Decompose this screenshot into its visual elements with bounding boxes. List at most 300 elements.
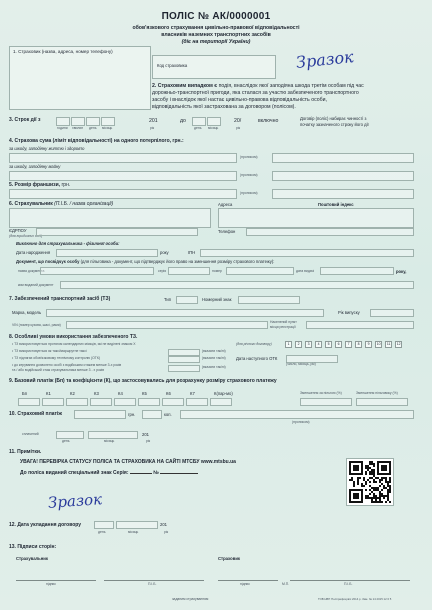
month-cell[interactable]: 11 <box>386 342 391 346</box>
coefficient-label: К6 <box>166 391 171 396</box>
coefficient-field[interactable] <box>210 398 232 406</box>
footer-left: заданим страхуванням <box>172 597 209 601</box>
sum-life-words: (прописом) <box>240 155 258 159</box>
month-cell[interactable]: 8 <box>355 341 362 348</box>
phone-field[interactable] <box>246 228 414 236</box>
term-to-month[interactable] <box>207 117 221 126</box>
policyholder-sign-hint: підпис <box>46 582 56 586</box>
insurer-code-box <box>152 55 276 79</box>
qr-module <box>371 487 373 489</box>
qr-code-image <box>347 459 393 505</box>
qr-module <box>381 477 383 479</box>
qr-module <box>367 467 369 469</box>
qr-module <box>385 487 387 489</box>
experience-field[interactable] <box>168 365 200 372</box>
next-otk-label: Дата наступного ОТК <box>236 356 278 361</box>
qr-module <box>375 477 377 479</box>
premium-words-field[interactable] <box>180 410 414 419</box>
vehicle-year-label: Рік випуску <box>338 310 360 315</box>
term-from-day[interactable] <box>86 117 100 126</box>
postal-index-label: Поштовий індекс <box>318 202 354 207</box>
policyholder-name-field[interactable] <box>9 208 211 228</box>
notes-label: 11. Примітки. <box>9 449 42 455</box>
experience-label-1: • до керування дозволено особі з водійським стажем менше 3-х років <box>12 363 122 367</box>
qr-module <box>375 487 377 489</box>
paid-sub-day: день <box>62 439 70 443</box>
qr-module <box>379 493 381 495</box>
qr-module <box>369 485 371 487</box>
qr-module <box>353 485 355 487</box>
vehicle-vin-label: VIN (номер кузова, шасі, рами) <box>12 323 61 327</box>
qr-module <box>373 463 375 465</box>
footer-printer: ТОВ НВП Поліграфсервіс 2014 р. Зам. № 14 2015 12 0 5 <box>318 597 392 601</box>
qr-module <box>371 497 373 499</box>
qr-module <box>363 479 365 481</box>
insured-event-text-4: відповідальність якої застрахована за договором (полісом). <box>152 104 296 110</box>
term-label: 3. Строк дії з <box>9 117 41 123</box>
qr-module <box>375 497 377 499</box>
otk-field[interactable] <box>168 356 200 363</box>
month-cell[interactable]: 6 <box>335 341 342 348</box>
qr-module <box>353 483 355 485</box>
qr-module <box>387 493 389 495</box>
taxi-yes-no: (вказати так/ні) <box>202 349 226 353</box>
qr-module <box>371 473 373 475</box>
coefficient-field[interactable] <box>186 398 208 406</box>
id-document-label: Документ, що посвідчує особу (для пільговика - документ, що підтверджує його право на зменшення розміру страхового платежу): <box>16 259 275 264</box>
qr-module <box>365 483 367 485</box>
qr-module <box>369 493 371 495</box>
premium-label: 10. Страховий платіж <box>9 411 62 417</box>
vehicle-label: 7. Забезпечений транспортний засіб (ТЗ) <box>9 296 111 302</box>
vehicle-reg-field[interactable] <box>238 296 300 304</box>
address-label: Адреса <box>218 202 233 207</box>
qr-module <box>349 479 351 481</box>
doc-issuer-field[interactable] <box>60 281 414 289</box>
qr-module <box>373 489 375 491</box>
month-cell[interactable]: 12 <box>396 342 401 346</box>
qr-module <box>389 479 391 481</box>
policyholder-sign-line <box>16 580 96 581</box>
vehicle-vin-field[interactable] <box>66 321 268 329</box>
sum-insured-label: 4. Страхова сума (ліміт відповідальності) на одного потерпілого, грн.: <box>9 138 184 144</box>
experience-yes-no: (вказати так/ні) <box>202 365 226 369</box>
qr-module <box>375 495 377 497</box>
insurer-signature-label: Страховик <box>218 556 240 561</box>
insurer-code-label: Код страховика <box>157 63 188 68</box>
term-to-year: 20/ <box>234 118 242 124</box>
insurer-sign-line <box>218 580 278 581</box>
coefficient-label: К3 <box>94 391 99 396</box>
month-cell[interactable]: 1 <box>285 341 292 348</box>
deductible-label: 5. Розмір франшизи, грн. <box>9 182 71 188</box>
qr-module <box>389 481 391 483</box>
qr-module <box>369 467 371 469</box>
coefficient-label: К4 <box>118 391 123 396</box>
insurer-sign-hint: підпис <box>240 582 250 586</box>
qr-module <box>377 501 379 503</box>
qr-module <box>389 477 391 479</box>
insured-event-text-1: 2. Страховим випадком є подія, внаслідок якої заподіяна шкода третім особам під час <box>152 83 364 89</box>
sum-life-words-field[interactable] <box>272 153 414 163</box>
qr-module <box>351 479 353 481</box>
qr-module <box>373 469 375 471</box>
term-sub-day-2: день <box>194 126 202 130</box>
birth-date-label: Дата народження <box>16 250 51 255</box>
qr-module <box>389 491 391 493</box>
qr-module <box>383 487 385 489</box>
term-sub-year: рік <box>150 126 155 130</box>
qr-module <box>379 479 381 481</box>
insurer-name-line <box>290 580 410 581</box>
sum-property-field[interactable] <box>9 171 237 181</box>
mtsbu-warning: УВАГА! ПЕРЕВІРКА СТАТУСУ ПОЛІСА ТА СТРАХОВИКА НА САЙТІ МТСБУ www.mtsbu.ua <box>20 459 236 465</box>
qr-module <box>381 479 383 481</box>
qr-module <box>365 495 367 497</box>
qr-module <box>371 501 373 503</box>
paid-month-field[interactable] <box>88 431 138 439</box>
term-sub-month: місяць <box>102 126 113 130</box>
doc-name-field[interactable] <box>40 267 154 275</box>
qr-module <box>377 477 379 479</box>
qr-module <box>369 497 371 499</box>
contract-year: 201 <box>160 522 167 527</box>
qr-module <box>383 485 385 487</box>
contract-day-field[interactable] <box>94 521 114 529</box>
qr-module <box>387 485 389 487</box>
premium-kop-label: коп. <box>164 412 172 417</box>
term-inclusive: включно <box>258 118 279 124</box>
edrpou-field[interactable] <box>36 228 198 236</box>
policyholder-signature-label: Страхувальник <box>16 556 48 561</box>
qr-module <box>369 463 371 465</box>
doc-issued-label: дата видачі <box>296 269 315 273</box>
coefficient-field[interactable] <box>162 398 184 406</box>
next-otk-hint: (число, місяць, рік) <box>286 362 316 366</box>
month-cell[interactable]: 3 <box>305 341 312 348</box>
doc-series-field[interactable] <box>168 267 210 275</box>
month-cell[interactable]: 4 <box>315 341 322 348</box>
discount-label-2: Зменшення пільговику (%) <box>356 391 398 395</box>
term-from-minute[interactable] <box>71 117 85 126</box>
ipn-label: ІПН <box>188 250 196 255</box>
qr-module <box>381 465 387 471</box>
qr-module <box>359 477 361 479</box>
qr-module <box>385 479 387 481</box>
qr-module <box>383 497 385 499</box>
coefficient-label: К(пар-мо) <box>214 391 233 396</box>
qr-module <box>379 481 381 483</box>
premium-words-hint: (прописом) <box>292 420 310 424</box>
qr-module <box>379 499 381 501</box>
sum-property-words-field[interactable] <box>272 171 414 181</box>
qr-module <box>375 481 377 483</box>
vehicle-city-label-2: місця реєстрації <box>270 325 296 329</box>
qr-module <box>363 477 365 479</box>
term-from-month[interactable] <box>101 117 115 126</box>
qr-module <box>381 495 383 497</box>
contract-sub-month: місяць <box>128 530 139 534</box>
term-sub-year-2: рік <box>236 126 241 130</box>
special-sign-label: До поліса виданий спеціальний знак Серія: № <box>20 471 198 476</box>
sum-life-label: за шкоду, заподіяну життю і здоров'ю <box>9 146 85 151</box>
qr-module <box>389 489 391 491</box>
sample-stamp-bottom: Зразок <box>47 490 103 512</box>
qr-module <box>379 501 381 503</box>
qr-module <box>357 483 359 485</box>
qr-module <box>369 461 371 463</box>
special-conditions-label: 8. Особливі умови використання забезпеченого ТЗ. <box>9 334 138 340</box>
qr-module <box>373 497 375 499</box>
coefficient-field[interactable] <box>66 398 88 406</box>
qr-module <box>373 501 375 503</box>
stamp-place: М.П. <box>282 582 290 586</box>
insurer-name-hint: П.І.Б. <box>344 582 353 586</box>
premium-uah-label: грн. <box>128 412 136 417</box>
qr-module <box>367 479 369 481</box>
birth-date-field[interactable] <box>56 249 158 257</box>
month-cell[interactable]: 9 <box>365 341 372 348</box>
qr-module <box>365 465 367 467</box>
term-to-label: до <box>180 118 186 124</box>
qr-module <box>381 489 383 491</box>
doc-name-label: назва документа <box>18 269 45 273</box>
qr-module <box>369 477 371 479</box>
insured-event-text-3: засобу і внаслідок якої настає цивільно-правова відповідальність особи, <box>152 97 327 103</box>
qr-module <box>387 491 389 493</box>
premium-kop-field[interactable] <box>142 410 162 419</box>
term-to-day[interactable] <box>192 117 206 126</box>
qr-module <box>371 469 373 471</box>
qr-module <box>375 501 377 503</box>
sample-stamp-top: Зразок <box>295 47 355 72</box>
coefficient-field[interactable] <box>18 398 40 406</box>
qr-module <box>387 483 389 485</box>
taxi-label: • ТЗ використовується як таксі/маршрутне таксі <box>12 349 87 353</box>
qr-module <box>381 483 383 485</box>
qr-module <box>373 465 375 467</box>
months-row-hint: (для річного договору) <box>236 342 272 346</box>
contract-date-label: 12. Дата укладання договору <box>9 522 82 528</box>
qr-code <box>346 458 394 506</box>
edrpou-label: ЄДРПОУ <box>9 228 27 233</box>
qr-module <box>379 485 381 487</box>
coefficient-field[interactable] <box>90 398 112 406</box>
doc-series-label: серія <box>158 269 167 273</box>
ipn-field[interactable] <box>200 249 414 257</box>
qr-module <box>389 487 391 489</box>
month-cell[interactable]: 2 <box>295 341 302 348</box>
qr-module <box>383 477 385 479</box>
experience-label-2: та / або водійський стаж страхувальника менше 3 - х років <box>12 368 105 372</box>
qr-module <box>385 501 387 503</box>
qr-module <box>369 471 371 473</box>
policyholder-name-hint: П.І.Б. <box>148 582 157 586</box>
qr-module <box>367 465 369 467</box>
paid-sub-year: рік <box>146 439 151 443</box>
doc-year-label: року, <box>396 269 407 274</box>
qr-module <box>357 477 359 479</box>
qr-module <box>381 501 383 503</box>
coefficient-field[interactable] <box>114 398 136 406</box>
qr-module <box>365 481 367 483</box>
qr-module <box>373 495 375 497</box>
qr-module <box>369 473 371 475</box>
qr-module <box>351 477 353 479</box>
policy-subtitle-1: обов'язкового страхування цивільно-правової відповідальності <box>132 25 300 31</box>
vehicle-type-field[interactable] <box>176 296 198 304</box>
coefficient-label: К1 <box>46 391 51 396</box>
doc-issued-field[interactable] <box>320 267 394 275</box>
sum-property-label: за шкоду, заподіяну майну <box>9 164 61 169</box>
contract-sub-year: рік <box>164 530 169 534</box>
vehicle-type-label: Тип <box>164 297 171 302</box>
qr-module <box>365 467 367 469</box>
qr-module <box>363 485 365 487</box>
qr-module <box>377 489 379 491</box>
policy-subtitle-2: власників наземних транспортних засобів <box>161 32 271 38</box>
paid-day-field[interactable] <box>56 431 84 439</box>
vehicle-year-field[interactable] <box>370 309 414 317</box>
qr-module <box>357 479 359 481</box>
qr-module <box>373 481 375 483</box>
qr-module <box>353 465 359 471</box>
coefficient-label: Бп <box>22 391 28 396</box>
qr-module <box>361 483 363 485</box>
qr-module <box>369 481 371 483</box>
individual-only-note: Виключно для страхувальника - фізичної особи: <box>16 241 120 246</box>
term-from-hour[interactable] <box>56 117 70 126</box>
qr-module <box>369 489 371 491</box>
qr-module <box>367 497 369 499</box>
qr-module <box>381 493 383 495</box>
qr-module <box>365 497 367 499</box>
term-sub-month-2: місяць <box>208 126 219 130</box>
discount-2-field[interactable] <box>356 398 408 406</box>
qr-module <box>377 487 379 489</box>
qr-module <box>387 495 389 497</box>
deductible-words: (прописом) <box>240 191 258 195</box>
qr-module <box>367 495 369 497</box>
policy-subtitle-3: (діє на території України) <box>181 39 251 45</box>
qr-module <box>371 471 373 473</box>
qr-module <box>371 461 373 463</box>
doc-number-label: номер <box>212 269 222 273</box>
qr-module <box>373 475 375 477</box>
base-payment-label: 9. Базовий платіж (Бп) та коефіцієнти (К), що застосовувались для розрахунку розміру страхового платежу <box>9 378 277 384</box>
qr-module <box>379 495 381 497</box>
discount-label-1: Зменшення за пільгою (%) <box>300 391 342 395</box>
qr-module <box>361 485 363 487</box>
qr-module <box>389 501 391 503</box>
months-row-label: • ТЗ використовується протягом календарних місяців, які не виділені знаком X <box>12 342 136 346</box>
insurer-box <box>9 46 151 110</box>
qr-module <box>371 499 373 501</box>
deductible-words-field[interactable] <box>272 189 414 199</box>
qr-module <box>371 491 373 493</box>
qr-module <box>387 481 389 483</box>
qr-module <box>375 489 377 491</box>
qr-module <box>365 473 367 475</box>
otk-label: • ТЗ підлягає обов'язковому технічному контролю (ОТК) <box>12 356 100 360</box>
coefficient-label: К7 <box>190 391 195 396</box>
term-sub-minutes: хвилин <box>72 126 84 130</box>
month-cell[interactable]: 10 <box>376 342 381 346</box>
qr-module <box>365 471 367 473</box>
qr-module <box>385 481 387 483</box>
qr-module <box>387 499 389 501</box>
paid-year: 201 <box>142 432 149 437</box>
coefficient-field[interactable] <box>42 398 64 406</box>
qr-module <box>357 481 359 483</box>
term-note-1: Договір (поліс) набирає чинності з <box>300 116 367 121</box>
qr-module <box>367 469 369 471</box>
qr-module <box>389 485 391 487</box>
premium-uah-field[interactable] <box>74 410 126 419</box>
contract-month-field[interactable] <box>116 521 158 529</box>
term-from-year: 201 <box>149 118 158 124</box>
birth-year-label: року <box>160 250 169 255</box>
vehicle-make-field[interactable] <box>46 309 324 317</box>
insured-event-text-2: дорожньо-транспортної пригоди, яка сталася за участю забезпеченого транспортного <box>152 90 359 96</box>
qr-module <box>385 495 387 497</box>
qr-module <box>373 471 375 473</box>
qr-module <box>373 473 375 475</box>
qr-module <box>373 487 375 489</box>
qr-module <box>379 491 381 493</box>
qr-module <box>371 477 373 479</box>
qr-module <box>375 499 377 501</box>
coefficient-label: К5 <box>142 391 147 396</box>
qr-module <box>379 497 381 499</box>
coefficient-field[interactable] <box>138 398 160 406</box>
qr-module <box>373 493 375 495</box>
contract-sub-day: день <box>98 530 106 534</box>
qr-module <box>353 481 355 483</box>
term-note-2: початку зазначеного строку його дії <box>300 122 369 127</box>
doc-number-field[interactable] <box>226 267 294 275</box>
discount-1-field[interactable] <box>300 398 352 406</box>
qr-module <box>377 497 379 499</box>
sum-life-field[interactable] <box>9 153 237 163</box>
policy-title: ПОЛІС № АК/0000001 <box>161 11 271 22</box>
deductible-field[interactable] <box>9 189 237 199</box>
term-sub-hours: години <box>57 126 68 130</box>
insurer-label: 1. Страховик (назва, адреса, номер телефону) <box>13 49 113 54</box>
paid-sub-month: місяць <box>104 439 115 443</box>
policyholder-name-line <box>104 580 204 581</box>
term-sub-day: день <box>89 126 97 130</box>
coefficient-label: К2 <box>70 391 75 396</box>
taxi-field[interactable] <box>168 349 200 356</box>
qr-module <box>387 497 389 499</box>
month-cell[interactable]: 5 <box>325 341 332 348</box>
qr-module <box>353 493 359 499</box>
paid-label: сплачений <box>22 432 39 436</box>
vehicle-reg-label: Номерний знак <box>202 297 232 302</box>
vehicle-make-label: Марка, модель <box>12 310 42 315</box>
qr-module <box>373 479 375 481</box>
doc-issuer-label: ким виданий документ <box>18 283 54 287</box>
edrpou-hint: (для юридичних осіб) <box>9 234 43 238</box>
month-cell[interactable]: 7 <box>345 341 352 348</box>
phone-label: Телефон <box>218 229 236 234</box>
address-field[interactable] <box>218 208 414 228</box>
sum-property-words: (прописом) <box>240 173 258 177</box>
qr-module <box>365 489 367 491</box>
qr-module <box>371 463 373 465</box>
vehicle-city-field[interactable] <box>306 321 414 329</box>
